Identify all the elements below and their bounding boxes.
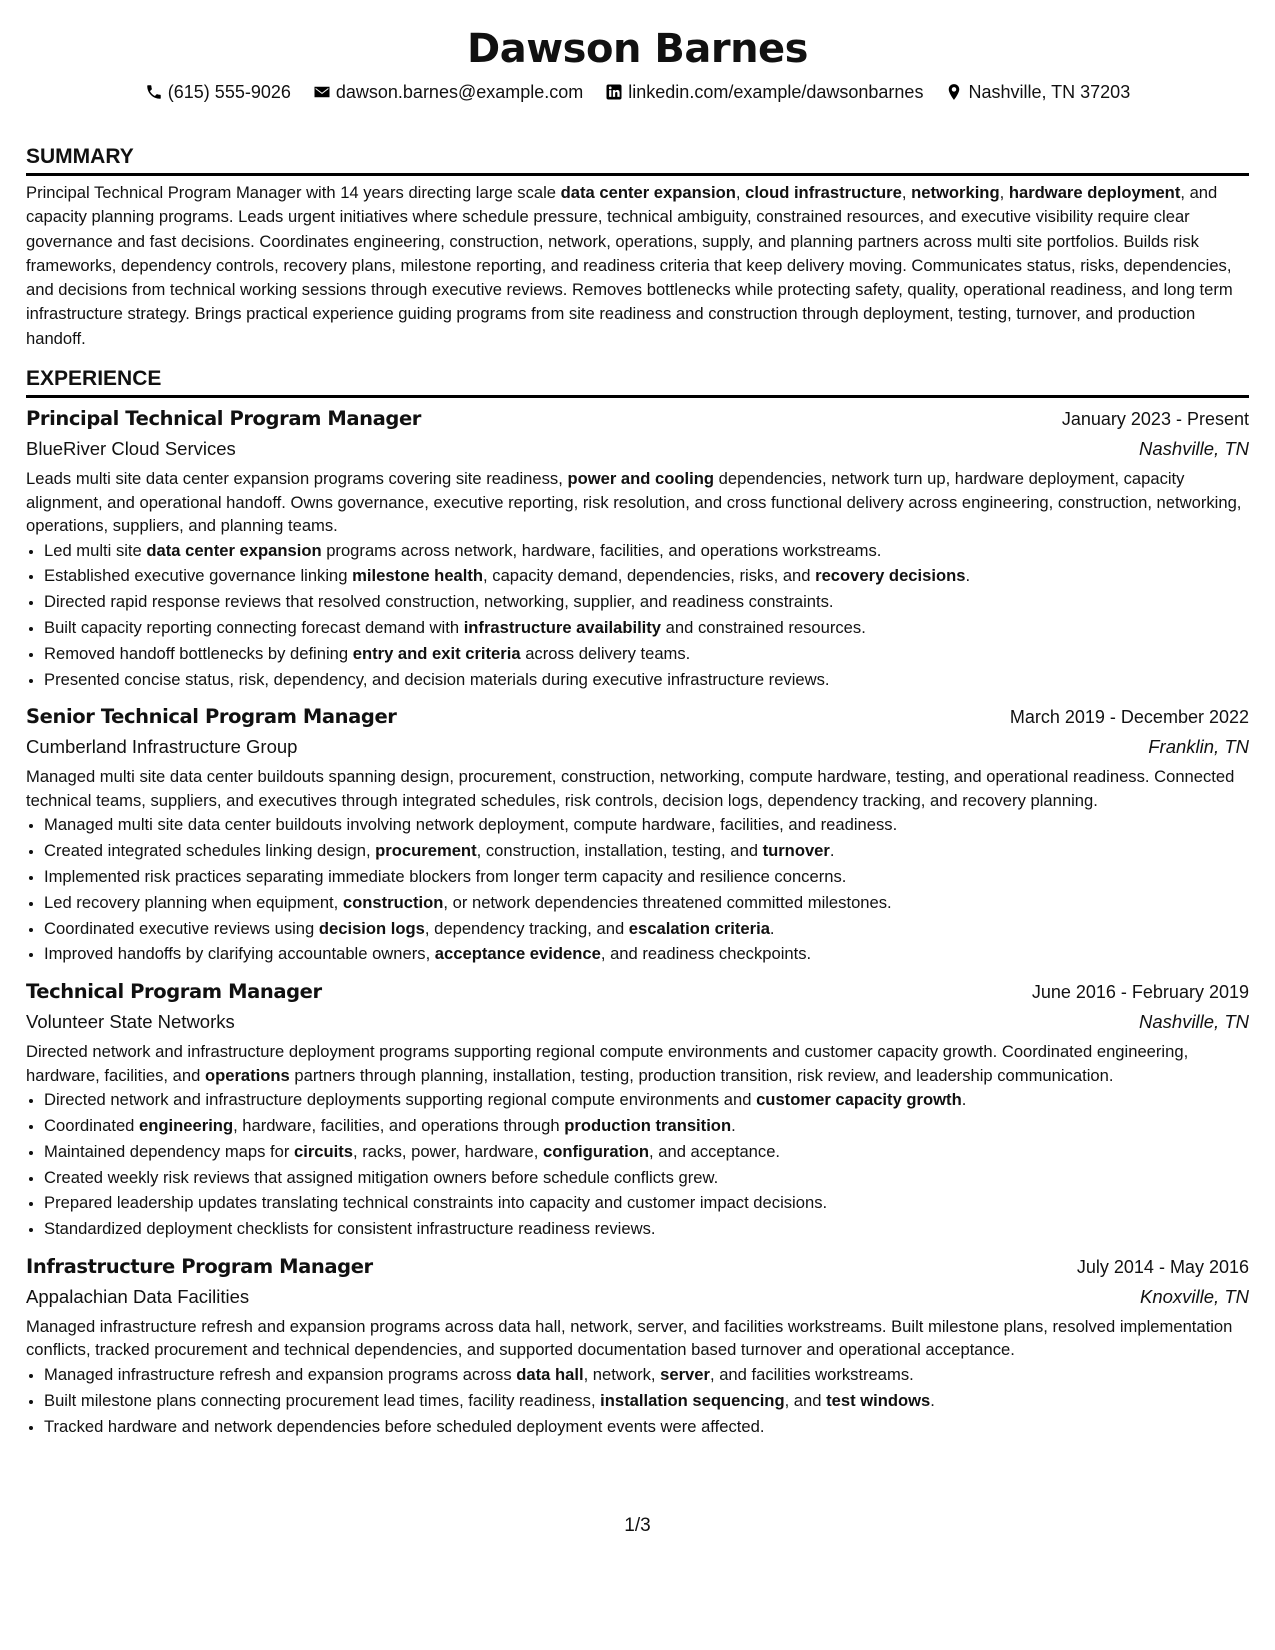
- text-run: ,: [901, 183, 912, 202]
- text-run: , dependency tracking, and: [424, 918, 629, 938]
- text-run: Managed infrastructure refresh and expansion programs across: [44, 1364, 517, 1384]
- text-run: Directed network and infrastructure deployments supporting regional compute environments and: [44, 1090, 757, 1110]
- text-run: , hardware, facilities, and operations through: [233, 1115, 565, 1135]
- bullet-item: [44, 641, 1249, 667]
- summary-text: [26, 181, 1249, 351]
- emphasis-text: entry and exit criteria: [352, 643, 521, 663]
- emphasis-text: cloud infrastructure: [745, 183, 902, 202]
- company-name: Volunteer State Networks: [26, 1011, 235, 1033]
- page-number: 1/3: [624, 1515, 651, 1536]
- bullet-item: [44, 1216, 1249, 1242]
- text-run: , capacity demand, dependencies, risks, and: [483, 566, 816, 586]
- job-title: Technical Program Manager: [26, 980, 322, 1004]
- text-run: Built milestone plans connecting procurement lead times, facility readiness,: [44, 1390, 601, 1410]
- bullet-item: [44, 941, 1249, 967]
- contact-bar: [26, 79, 1249, 105]
- emphasis-text: decision logs: [318, 918, 425, 938]
- text-run: , or network dependencies threatened committed milestones.: [443, 892, 892, 912]
- emphasis-text: recovery decisions: [815, 566, 966, 586]
- text-run: , and: [784, 1390, 827, 1410]
- emphasis-text: production transition: [564, 1115, 732, 1135]
- text-run: , and acceptance.: [649, 1141, 781, 1161]
- text-run: , racks, power, hardware,: [353, 1141, 544, 1161]
- text-run: Coordinated executive reviews using: [44, 918, 319, 938]
- job-entry: [26, 1252, 1249, 1439]
- contact-phone: [145, 82, 291, 103]
- text-run: Maintained dependency maps for: [44, 1141, 294, 1161]
- text-run: , and facilities workstreams.: [709, 1364, 914, 1384]
- text-run: .: [731, 1115, 736, 1135]
- job-bullets: [26, 1087, 1249, 1242]
- bullet-item: [44, 812, 1249, 838]
- summary-section: [26, 143, 1249, 351]
- envelope-icon: [313, 83, 331, 101]
- text-run: Led multi site: [44, 540, 147, 560]
- text-run: Directed rapid response reviews that resolved construction, networking, supplier, and readiness constraints.: [44, 592, 834, 612]
- text-run: ,: [735, 183, 746, 202]
- text-run: Standardized deployment checklists for consistent infrastructure readiness reviews.: [44, 1219, 656, 1239]
- bullet-item: [44, 1362, 1249, 1388]
- text-run: programs across network, hardware, facilities, and operations workstreams.: [321, 540, 882, 560]
- emphasis-text: procurement: [375, 841, 477, 861]
- emphasis-text: construction: [342, 892, 444, 912]
- bullet-item: [44, 838, 1249, 864]
- job-title: Senior Technical Program Manager: [26, 705, 397, 729]
- text-run: Managed infrastructure refresh and expansion programs across data hall, network, server, and facilities workstreams. Built milestone plans, resolved implementation conflicts, tracked procurement and technical dependencies, and supported documentation based turnover and operational acceptance.: [26, 1316, 1233, 1360]
- text-run: Created integrated schedules linking design,: [44, 841, 376, 861]
- bullet-item: [44, 1414, 1249, 1440]
- job-description: [26, 467, 1249, 538]
- job-description: [26, 1315, 1249, 1362]
- text-run: ,: [999, 183, 1009, 202]
- job-title: Principal Technical Program Manager: [26, 407, 421, 431]
- text-run: Removed handoff bottlenecks by defining: [44, 643, 353, 663]
- text-run: , and readiness checkpoints.: [600, 944, 812, 964]
- job-description: [26, 1040, 1249, 1087]
- text-run: Built capacity reporting connecting forecast demand with: [44, 617, 464, 637]
- text-run: .: [829, 841, 835, 861]
- text-run: Managed multi site data center buildouts involving network deployment, compute hardware, facilities, and readiness.: [44, 815, 898, 835]
- job-entry: [26, 702, 1249, 967]
- map-pin-icon: [945, 83, 963, 101]
- bullet-item: [44, 916, 1249, 942]
- job-description: [26, 765, 1249, 812]
- text-run: , and capacity planning programs. Leads urgent initiatives where schedule pressure, technical ambiguity, constrained resources, and executive visibility require clear governance and fast decisions. Coordinates engineering, construction, network, operations, supply, and planning partners across multi site portfolios. Builds risk frameworks, dependency controls, recovery plans, milestone reporting, and readiness criteria that keep delivery moving. Communicates status, risks, dependencies, and decisions from technical working sessions through executive reviews. Removes bottlenecks while protecting safety, quality, operational readiness, and long term infrastructure strategy. Brings practical experience guiding programs from site readiness and construction through deployment, testing, turnover, and production handoff.: [26, 183, 1233, 348]
- experience-section: [26, 365, 1249, 1439]
- text-run: Principal Technical Program Manager with 14 years directing large scale: [26, 183, 561, 202]
- contact-location: [945, 82, 1130, 103]
- company-name: Cumberland Infrastructure Group: [26, 736, 298, 758]
- text-run: Leads multi site data center expansion programs covering site readiness,: [26, 469, 568, 489]
- text-run: across delivery teams.: [520, 643, 691, 663]
- bullet-item: [44, 538, 1249, 564]
- bullet-item: [44, 864, 1249, 890]
- job-entry: [26, 977, 1249, 1242]
- summary-heading: SUMMARY: [26, 143, 1249, 176]
- text-run: Led recovery planning when equipment,: [44, 892, 343, 912]
- bullet-item: [44, 589, 1249, 615]
- company-name: BlueRiver Cloud Services: [26, 438, 236, 460]
- location-text: Nashville, TN 37203: [968, 81, 1131, 102]
- text-run: , network,: [583, 1364, 661, 1384]
- email-text[interactable]: dawson.barnes@example.com: [335, 81, 584, 102]
- bullet-item: [44, 1165, 1249, 1191]
- linkedin-icon: [605, 83, 623, 101]
- bullet-item: [44, 1087, 1249, 1113]
- emphasis-text: power and cooling: [567, 469, 715, 489]
- job-location: Nashville, TN: [1139, 438, 1249, 460]
- emphasis-text: server: [660, 1364, 710, 1384]
- job-dates: January 2023 - Present: [1061, 409, 1249, 430]
- emphasis-text: escalation criteria: [628, 918, 770, 938]
- emphasis-text: operations: [204, 1065, 290, 1085]
- experience-heading: EXPERIENCE: [26, 365, 1249, 398]
- text-run: dependencies, network turn up, hardware deployment, capacity alignment, and operational handoff. Owns governance, executive reporting, risk resolution, and cross functional delivery across engineering, construction, networking, operations, suppliers, and planning teams.: [26, 469, 1242, 536]
- text-run: partners through planning, installation, testing, production transition, risk review, and leadership communication.: [289, 1065, 1114, 1085]
- emphasis-text: engineering: [139, 1115, 234, 1135]
- company-name: Appalachian Data Facilities: [26, 1285, 250, 1307]
- text-run: Created weekly risk reviews that assigned mitigation owners before schedule conflicts grew.: [44, 1167, 719, 1187]
- job-dates: July 2014 - May 2016: [1076, 1256, 1249, 1277]
- bullet-item: [44, 890, 1249, 916]
- job-dates: June 2016 - February 2019: [1031, 982, 1249, 1003]
- linkedin-text[interactable]: linkedin.com/example/dawsonbarnes: [628, 81, 924, 102]
- bullet-item: [44, 1388, 1249, 1414]
- phone-text: (615) 555-9026: [167, 81, 291, 102]
- text-run: .: [769, 918, 775, 938]
- bullet-item: [44, 615, 1249, 641]
- resume-page: [26, 0, 1249, 1439]
- text-run: Directed network and infrastructure deployment programs supporting regional compute environments and customer capacity growth. Coordinated engineering, hardware, facilities, and: [26, 1042, 1189, 1085]
- text-run: and constrained resources.: [661, 617, 866, 637]
- job-title: Infrastructure Program Manager: [26, 1254, 373, 1278]
- job-location: Franklin, TN: [1148, 736, 1249, 758]
- text-run: Managed multi site data center buildouts spanning design, procurement, construction, networking, compute hardware, testing, and operational readiness. Connected technical teams, suppliers, and executives through integrated schedules, risk controls, decision logs, dependency tracking, and recovery planning.: [26, 767, 1235, 810]
- emphasis-text: infrastructure availability: [463, 617, 662, 637]
- emphasis-text: configuration: [543, 1141, 650, 1161]
- candidate-name: Dawson Barnes: [467, 26, 808, 72]
- job-bullets: [26, 1362, 1249, 1439]
- bullet-item: [44, 563, 1249, 589]
- bullet-item: [44, 1139, 1249, 1165]
- emphasis-text: turnover: [762, 841, 830, 861]
- emphasis-text: data center expansion: [146, 540, 322, 560]
- job-bullets: [26, 812, 1249, 967]
- bullet-item: [44, 667, 1249, 693]
- job-dates: March 2019 - December 2022: [1009, 707, 1249, 728]
- text-run: .: [961, 1090, 967, 1110]
- emphasis-text: customer capacity growth: [756, 1090, 962, 1110]
- text-run: Coordinated: [44, 1115, 140, 1135]
- emphasis-text: installation sequencing: [600, 1390, 785, 1410]
- emphasis-text: networking: [911, 183, 1000, 202]
- text-run: .: [930, 1390, 935, 1410]
- emphasis-text: circuits: [293, 1141, 354, 1161]
- emphasis-text: acceptance evidence: [434, 944, 601, 964]
- contact-email[interactable]: [313, 82, 583, 103]
- bullet-item: [44, 1113, 1249, 1139]
- contact-linkedin[interactable]: [605, 82, 923, 103]
- phone-icon: [145, 83, 163, 101]
- text-run: Implemented risk practices separating immediate blockers from longer term capacity and resilience concerns.: [44, 866, 847, 886]
- text-run: .: [965, 566, 971, 586]
- text-run: Improved handoffs by clarifying accountable owners,: [44, 944, 435, 964]
- bullet-item: [44, 1190, 1249, 1216]
- job-bullets: [26, 538, 1249, 693]
- text-run: Presented concise status, risk, dependency, and decision materials during executive infrastructure reviews.: [44, 669, 830, 689]
- text-run: Established executive governance linking: [44, 566, 353, 586]
- emphasis-text: hardware deployment: [1008, 183, 1181, 202]
- emphasis-text: data hall: [516, 1364, 584, 1384]
- job-entry: [26, 404, 1249, 692]
- text-run: , construction, installation, testing, and: [476, 841, 763, 861]
- emphasis-text: test windows: [826, 1390, 931, 1410]
- text-run: Prepared leadership updates translating technical constraints into capacity and customer impact decisions.: [44, 1193, 828, 1213]
- job-location: Knoxville, TN: [1140, 1285, 1249, 1307]
- job-location: Nashville, TN: [1139, 1011, 1249, 1033]
- emphasis-text: milestone health: [352, 566, 484, 586]
- text-run: Tracked hardware and network dependencies before scheduled deployment events were affected.: [44, 1416, 765, 1436]
- emphasis-text: data center expansion: [560, 183, 736, 202]
